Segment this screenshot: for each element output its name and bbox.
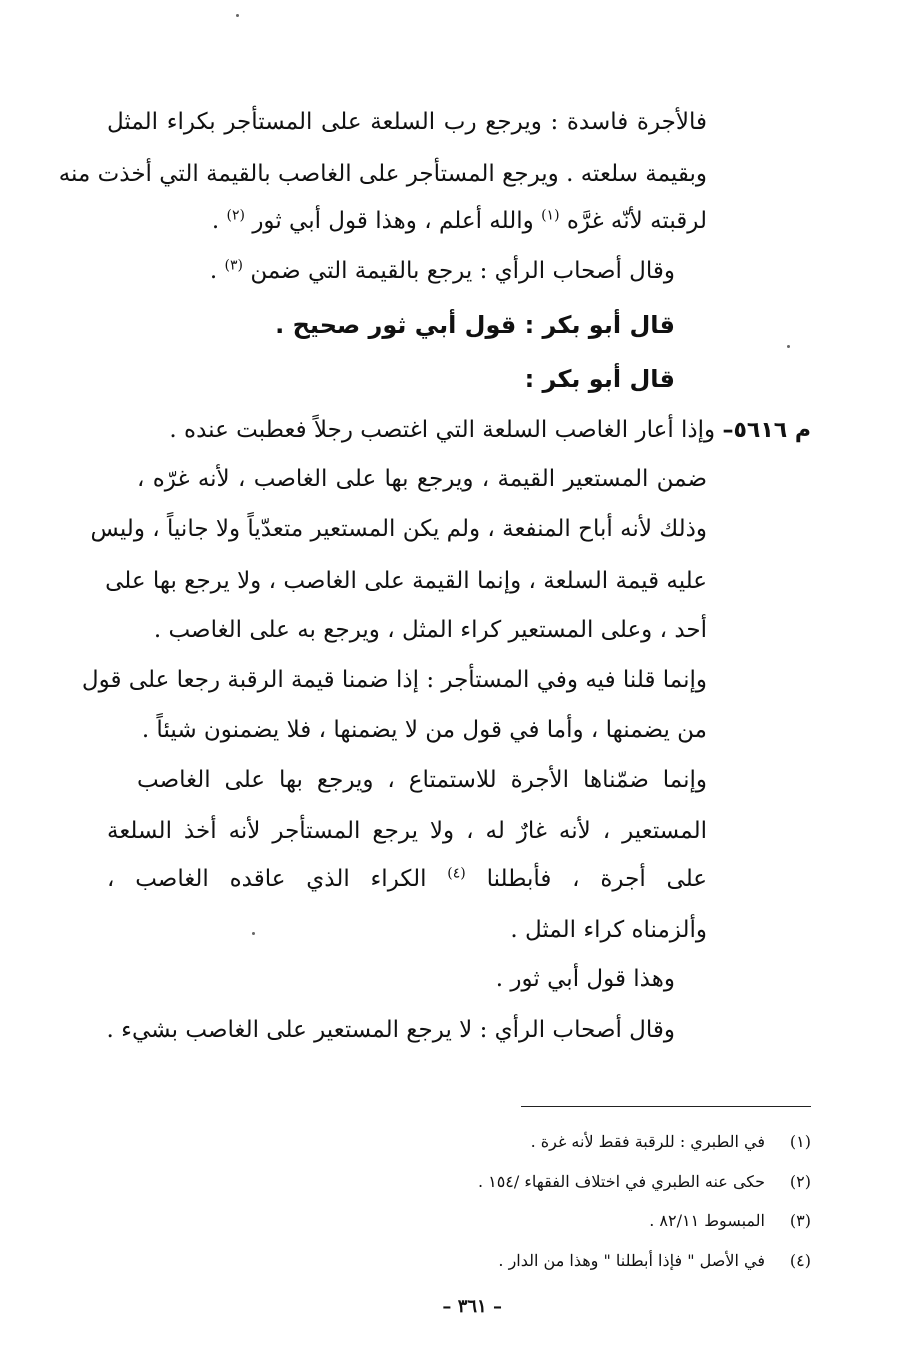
line-3-text-c: . bbox=[211, 208, 220, 234]
line-2-text: وبقيمة سلعته . ويرجع المستأجر على الغاصب بالقيمة التي أخذت منه bbox=[58, 161, 707, 187]
footnote-4-number: (٤) bbox=[789, 1251, 811, 1270]
line-12-text: وإنما قلنا فيه وفي المستأجر : إذا ضمنا قيمة الرقبة رجعا على قول bbox=[81, 667, 707, 693]
line-3-text-b: والله أعلم ، وهذا قول أبي ثور bbox=[252, 208, 534, 234]
footnote-ref-3[interactable]: (٣) bbox=[224, 257, 244, 274]
text-line-4 bbox=[210, 253, 675, 289]
text-line-7 bbox=[169, 412, 811, 449]
page-number: – ٣٦١ – bbox=[442, 1296, 502, 1317]
line-11-text: أحد ، وعلى المستعير كراء المثل ، ويرجع به على الغاصب . bbox=[153, 617, 707, 643]
line-4-text-a: وقال أصحاب الرأي : يرجع بالقيمة التي ضمن bbox=[250, 258, 675, 284]
footnote-3-number: (٣) bbox=[789, 1211, 811, 1230]
heading-1-text: قال أبو بكر : قول أبي ثور صحيح . bbox=[275, 311, 675, 339]
line-13-text: من يضمنها ، وأما في قول من لا يضمنها ، فلا يضمنون شيئاً . bbox=[141, 717, 707, 743]
footnote-2-text: حكى عنه الطبري في اختلاف الفقهاء /١٥٤ . bbox=[477, 1172, 765, 1191]
footnote-ref-4[interactable]: (٤) bbox=[447, 865, 466, 882]
line-9-text: وذلك لأنه أباح المنفعة ، ولم يكن المستعير متعدّياً ولا جانياً ، وليس bbox=[90, 516, 707, 542]
footnote-4-text: في الأصل " فإذا أبطلنا " وهذا من الدار . bbox=[498, 1251, 765, 1270]
line-14-text: وإنما ضمّناها الأجرة للاستمتاع ، ويرجع بها على الغاصب bbox=[137, 767, 707, 793]
text-line-2 bbox=[58, 156, 707, 192]
text-line-18 bbox=[496, 961, 675, 997]
line-16-text-a: على أجرة ، فأبطلنا bbox=[486, 866, 708, 892]
line-17-text: وألزمناه كراء المثل . bbox=[510, 917, 707, 943]
text-line-16 bbox=[107, 861, 707, 897]
line-19-text: وقال أصحاب الرأي : لا يرجع المستعير على الغاصب بشيء . bbox=[106, 1017, 675, 1043]
heading-abu-bakr-2 bbox=[525, 361, 675, 397]
footnote-ref-1[interactable]: (١) bbox=[541, 207, 560, 224]
text-line-15 bbox=[107, 813, 707, 849]
line-18-text: وهذا قول أبي ثور . bbox=[495, 966, 675, 992]
footnote-3-text: المبسوط ٨٢/١١ . bbox=[649, 1211, 765, 1230]
text-line-13 bbox=[142, 712, 707, 748]
text-line-9 bbox=[90, 511, 707, 547]
scan-speck bbox=[787, 345, 790, 348]
footnote-2 bbox=[478, 1170, 811, 1194]
footnote-3 bbox=[649, 1209, 811, 1233]
text-line-11 bbox=[154, 612, 707, 648]
text-line-14 bbox=[137, 762, 707, 798]
line-1-text: فالأجرة فاسدة : ويرجع رب السلعة على المستأجر بكراء المثل bbox=[107, 109, 707, 135]
line-4-text-b: . bbox=[209, 258, 218, 284]
footnote-separator bbox=[521, 1106, 811, 1107]
footnote-1 bbox=[531, 1130, 811, 1154]
footnote-4 bbox=[498, 1249, 811, 1273]
text-line-10 bbox=[107, 563, 707, 599]
line-10-text: عليه قيمة السلعة ، وإنما القيمة على الغاصب ، ولا يرجع بها على bbox=[105, 568, 707, 594]
line-7-text: وإذا أعار الغاصب السلعة التي اغتصب رجلاً فعطبت عنده . bbox=[169, 417, 716, 443]
text-line-3 bbox=[212, 203, 707, 239]
footnote-1-text: في الطبري : للرقبة فقط لأنه غرة . bbox=[530, 1132, 765, 1151]
scan-speck bbox=[236, 14, 239, 17]
line-8-text: ضمن المستعير القيمة ، ويرجع بها على الغاصب ، لأنه غرّه ، bbox=[137, 466, 707, 492]
text-line-19 bbox=[107, 1012, 675, 1048]
footnote-2-number: (٢) bbox=[789, 1172, 811, 1191]
issue-marker: م ٥٦١٦– bbox=[722, 418, 811, 443]
text-line-12 bbox=[81, 662, 707, 698]
text-line-8 bbox=[137, 461, 707, 497]
footnote-1-number: (١) bbox=[789, 1132, 811, 1151]
text-line-17 bbox=[510, 912, 707, 948]
scan-speck bbox=[252, 932, 255, 935]
text-line-1 bbox=[107, 104, 707, 140]
line-3-text-a: لرقبته لأنّه غرَّه bbox=[566, 208, 707, 234]
footnote-ref-2[interactable]: (٢) bbox=[226, 207, 246, 224]
heading-2-text: قال أبو بكر : bbox=[524, 365, 675, 393]
heading-abu-bakr-1 bbox=[275, 307, 675, 343]
line-16-text-b: الكراء الذي عاقده الغاصب ، bbox=[107, 866, 427, 892]
line-15-text: المستعير ، لأنه غارٌ له ، ولا يرجع المستأجر لأنه أخذ السلعة bbox=[107, 818, 707, 844]
